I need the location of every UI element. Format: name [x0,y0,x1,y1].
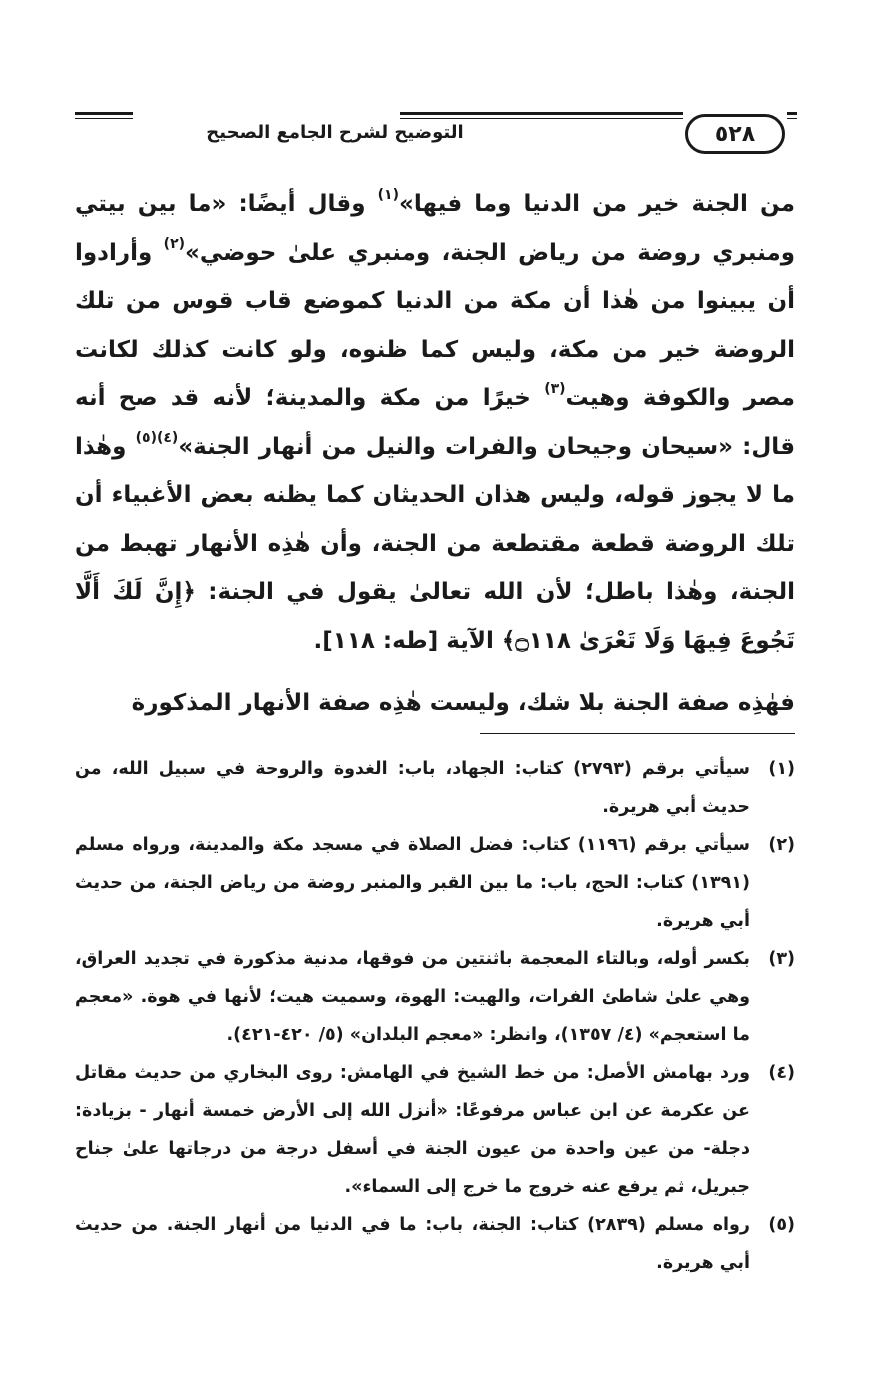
header-rule-left [75,112,133,115]
paragraph: فهٰذِه صفة الجنة بلا شك، وليست هٰذِه صفة الأنهار المذكورة [131,690,795,716]
footnote-marker: (٢) [163,235,186,252]
main-text [75,180,795,728]
header-rule-right [787,112,797,115]
text-run: خيرًا من مكة والمدينة؛ لأنه قد صح أنه قال: «سيحان وجيحان والفرات والنيل من أنهار الجنة» [75,385,796,460]
text-run: من الجنة خير من الدنيا وما فيها» [399,191,795,217]
footnote-number: (٤) [768,1063,795,1083]
text-run: وهٰذا ما لا يجوز قوله، وليس هذان الحديثان كما يظنه بعض الأغبياء أن تلك الروضة قطعة مقتطعة من الجنة، وأن هٰذِه الأنهار تهبط من الجنة، وهٰذا باطل؛ لأن الله تعالىٰ يقول في الجنة: ﴿إِنَّ لَكَ أَلَّا تَجُوعَ فِيهَا وَلَا تَعْرَىٰ ۝١١٨﴾ الآية [طه: ١١٨]. [75,433,795,654]
footnote-text: سيأتي برقم (٢٧٩٣) كتاب: الجهاد، باب: الغدوة والروحة في سبيل الله، من حديث أبي هريرة. [75,759,750,817]
footnote-number: (٢) [768,835,795,855]
footnote-marker: (٤)(٥) [135,429,179,446]
footnote [75,940,795,1054]
footnotes [75,750,795,1282]
footnote [75,1054,795,1206]
text-run: وأرادوا أن يبينوا من هٰذا أن مكة من الدنيا كموضع قاب قوس من تلك الروضة خير من مكة، وليس كما ظنوه، ولو كانت كذلك لكانت مصر والكوفة وهيت [75,239,795,411]
footnote-text: بكسر أوله، وبالتاء المعجمة باثنتين من فوقها، مدنية مذكورة في تجديد العراق، وهي علىٰ شاطئ الفرات، والهيت: الهوة، وسميت هيت؛ لأنها في هوة. «معجم ما استعجم» (٤/ ١٣٥٧)، وانظر: «معجم البلدان» (٥/ ٤٢٠-٤٢١). [75,949,750,1045]
running-header [75,112,797,162]
footnote-marker: (٣) [544,381,566,397]
paragraph [75,180,795,665]
footnote-separator [480,733,795,734]
footnote [75,1206,795,1282]
footnote-number: (١) [768,759,795,779]
running-title: التوضيح لشرح الجامع الصحيح [206,122,464,143]
footnote-text: ورد بهامش الأصل: من خط الشيخ في الهامش: روى البخاري من حديث مقاتل عن عكرمة عن ابن عباس مرفوعًا: «أنزل الله إلى الأرض خمسة أنهار - بزيادة: دجلة- من عين واحدة من عيون الجنة في أسفل درجة من درجاتها علىٰ جناح جبريل، ثم يرفع عنه خروج ما خرج إلى السماء». [75,1063,750,1197]
footnote [75,826,795,940]
footnote-marker: (١) [377,187,399,203]
page-number: ٥٢٨ [685,114,785,154]
text-run: وقال أيضًا: «ما بين بيتي ومنبري روضة من رياض الجنة، ومنبري علىٰ حوضي» [75,191,796,266]
footnote-text: سيأتي برقم (١١٩٦) كتاب: فضل الصلاة في مسجد مكة والمدينة، ورواه مسلم (١٣٩١) كتاب: الحج، باب: ما بين القبر والمنبر روضة من رياض الجنة، من حديث أبي هريرة. [75,835,750,931]
footnote [75,750,795,826]
footnote-number: (٣) [768,949,795,969]
header-rule-middle [400,112,683,115]
footnote-number: (٥) [768,1215,795,1235]
footnote-text: رواه مسلم (٢٨٣٩) كتاب: الجنة، باب: ما في الدنيا من أنهار الجنة. من حديث أبي هريرة. [75,1215,750,1273]
